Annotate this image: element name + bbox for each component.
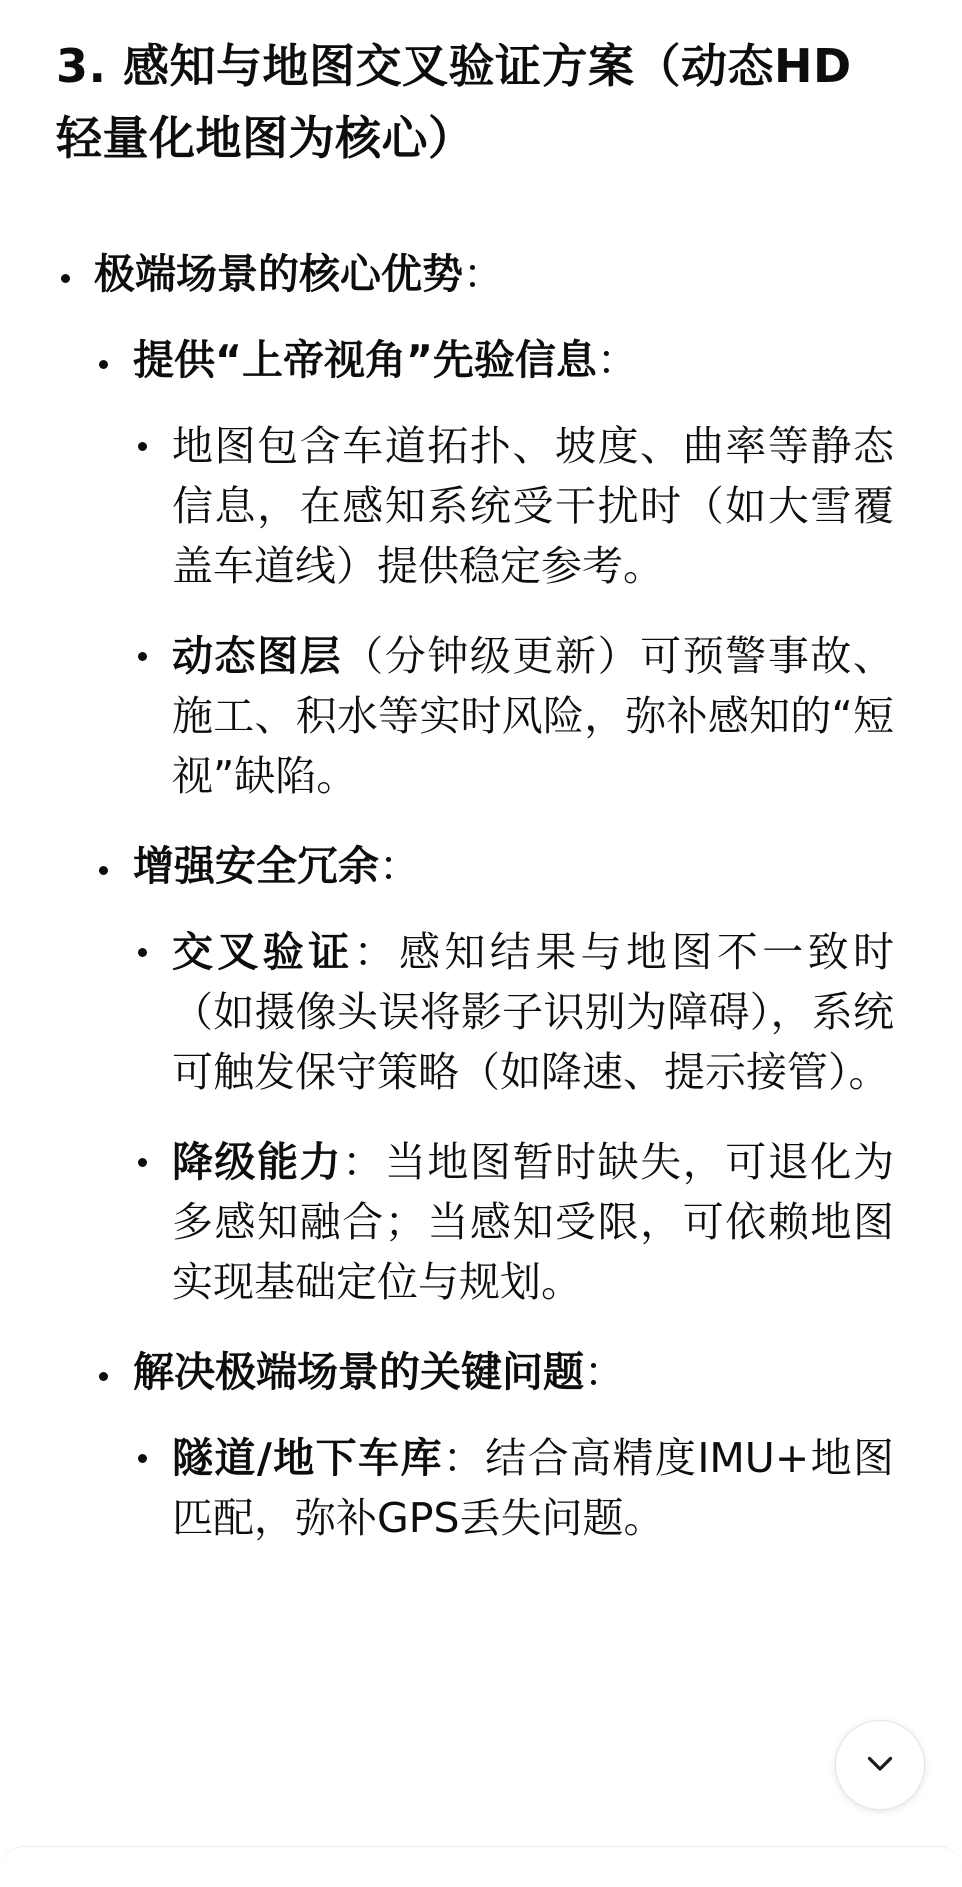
list-item [133, 1126, 896, 1318]
bold-label: 增强安全冗余 [133, 842, 379, 890]
list-item-text [172, 620, 894, 812]
list-item [133, 1422, 896, 1554]
colon: ： [584, 1348, 625, 1396]
colon: ： [596, 336, 638, 384]
list-item [133, 410, 896, 602]
list-item-text [172, 1422, 894, 1554]
sub-list [94, 324, 896, 1554]
list-item-title [133, 830, 896, 902]
item-body: 感知结果与地图不一致时（如摄像头误将影子识别为障碍），系统可触发保守策略（如降速、提示接管）。 [172, 928, 895, 1096]
colon: ： [353, 928, 400, 976]
bold-label: 解决极端场景的关键问题 [133, 1348, 584, 1396]
list-item-text [172, 916, 894, 1108]
list-item [56, 238, 896, 1554]
bullet-list [56, 238, 896, 1554]
list-item [94, 324, 896, 812]
list-item [94, 830, 896, 1318]
colon: ： [442, 1434, 486, 1482]
bold-label: 降级能力 [172, 1138, 343, 1186]
scroll-down-button[interactable] [835, 1720, 925, 1810]
composer-sheet-edge [0, 1846, 962, 1887]
list-item [133, 620, 896, 812]
item-body: （分钟级更新）可预警事故、施工、积水等实时风险，弥补感知的“短视”缺陷。 [172, 632, 894, 800]
colon: ： [379, 842, 420, 890]
message-content [56, 30, 896, 1554]
chevron-down-icon [862, 1745, 898, 1785]
bold-label: 交叉验证 [172, 928, 354, 976]
list-item [94, 1336, 896, 1554]
list-item-title [133, 324, 896, 396]
bold-label: 提供“上帝视角”先验信息 [133, 336, 597, 384]
bold-label: 动态图层 [172, 632, 343, 680]
item-body: 当地图暂时缺失，可退化为多感知融合；当感知受限，可依赖地图实现基础定位与规划。 [172, 1138, 894, 1306]
bold-label: 极端场景的核心优势 [94, 250, 463, 298]
colon: ： [342, 1138, 385, 1186]
list-item-text [172, 1126, 894, 1318]
list-item-title [133, 1336, 896, 1408]
colon: ： [463, 250, 504, 298]
list-item-text [172, 410, 894, 602]
list-item-title [94, 238, 896, 310]
item-body: 地图包含车道拓扑、坡度、曲率等静态信息，在感知系统受干扰时（如大雪覆盖车道线）提供稳定参考。 [172, 422, 894, 590]
sub-list [133, 410, 896, 812]
section-heading: 3. 感知与地图交叉验证方案（动态HD轻量化地图为核心） [56, 39, 852, 165]
list-item [133, 916, 896, 1108]
sub-list [133, 916, 896, 1318]
item-body: 结合高精度IMU+地图匹配，弥补GPS丢失问题。 [172, 1434, 894, 1542]
sub-list [133, 1422, 896, 1554]
bold-label: 隧道/地下车库 [172, 1434, 443, 1482]
